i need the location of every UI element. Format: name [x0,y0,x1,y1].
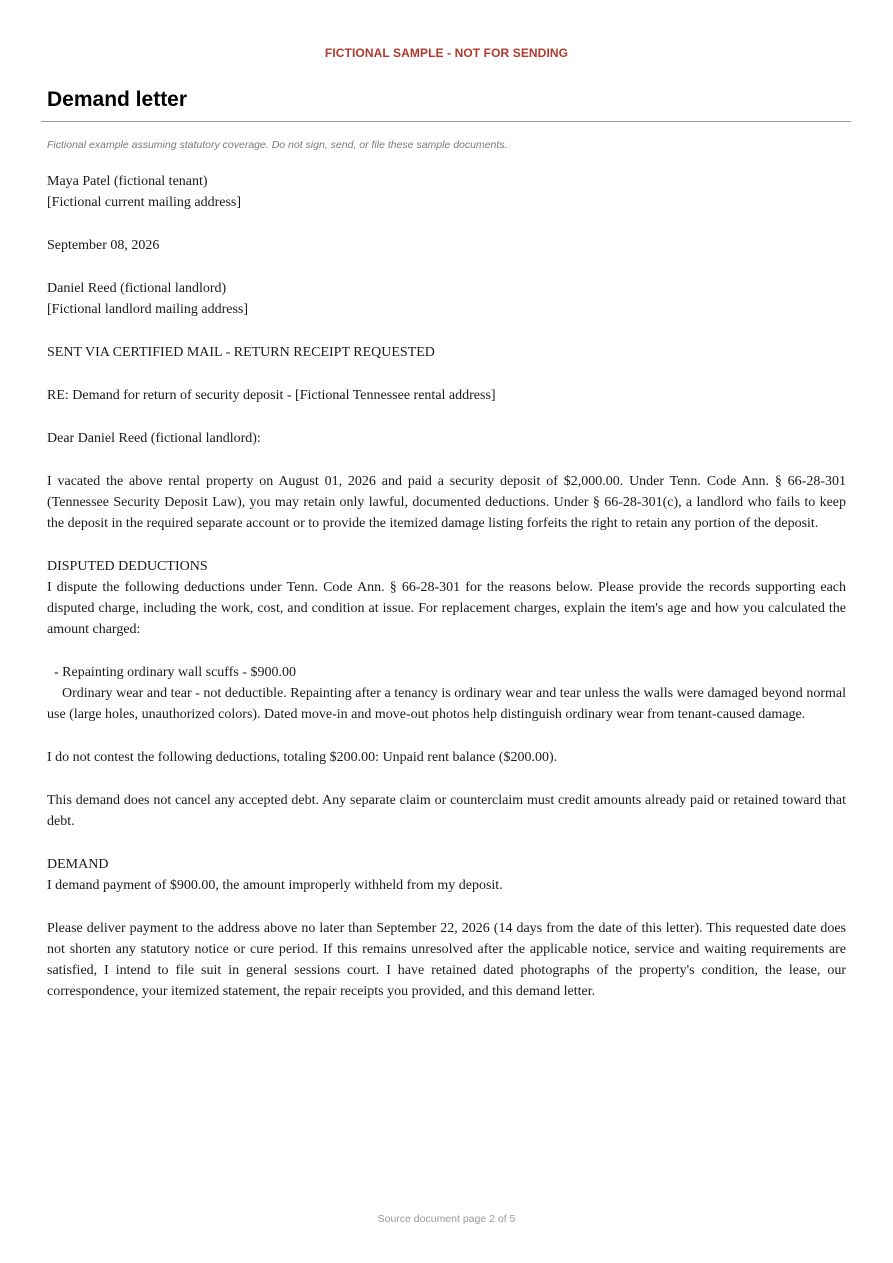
sender-address: [Fictional current mailing address] [47,195,241,210]
sender-name: Maya Patel (fictional tenant) [47,174,208,189]
intro-paragraph: I vacated the above rental property on August 01, 2026 and paid a security deposit of $2,000.00. Under Tenn. Code Ann. § 66-28-301 (Tennessee Security Deposit Law), you may retain only lawful, documented deductions. Under § 66-28-301(c), a landlord who fails to keep the deposit in the required separate account or to provide the itemized damage listing forfeits the right to retain any portion of the deposit. [47,474,846,531]
recipient-block [47,278,846,320]
recipient-address: [Fictional landlord mailing address] [47,302,249,317]
page-footer: Source document page 2 of 5 [377,1213,516,1225]
sample-banner: FICTIONAL SAMPLE - NOT FOR SENDING [324,46,569,60]
closing-paragraph: Please deliver payment to the address above no later than September 22, 2026 (14 days from the date of this letter). This requested date does not shorten any statutory notice or cure period. If this remains unresolved after the applicable notice, service and waiting requirements are satisfied, I intend to file suit in general sessions court. I have retained dated photographs of the property's condition, the lease, our correspondence, your itemized statement, the repair receipts you provided, and this demand letter. [47,921,846,999]
salutation: Dear Daniel Reed (fictional landlord): [47,431,261,446]
demand-paragraph: I demand payment of $900.00, the amount improperly withheld from my deposit. [47,878,503,893]
uncontested-paragraph: I do not contest the following deductions, totaling $200.00: Unpaid rent balance ($200.00). [47,750,558,765]
sender-block [47,171,846,213]
letter-body [47,171,846,1024]
disputed-item [47,662,846,725]
disputed-paragraph: I dispute the following deductions under Tenn. Code Ann. § 66-28-301 for the reasons below. Please provide the records supporting each disputed charge, including the work, cost, and condition at issue. For replacement charges, explain the item's age and how you calculated the amount charged: [47,580,846,637]
disputed-item-reason: Ordinary wear and tear - not deductible. Repainting after a tenancy is ordinary wear and tear unless the walls were damaged beyond normal use (large holes, unauthorized colors). Dated move-in and move-out photos help distinguish ordinary wear from tenant-caused damage. [47,686,846,722]
disputed-heading: DISPUTED DEDUCTIONS [47,559,208,574]
page-title: Demand letter [47,88,188,111]
disclaimer-note: Fictional example assuming statutory coverage. Do not sign, send, or file these sample documents. [47,139,508,151]
credit-paragraph: This demand does not cancel any accepted debt. Any separate claim or counterclaim must credit amounts already paid or retained toward that debt. [47,793,846,829]
subject-line: RE: Demand for return of security deposit - [Fictional Tennessee rental address] [47,388,496,403]
delivery-method: SENT VIA CERTIFIED MAIL - RETURN RECEIPT REQUESTED [47,345,435,360]
letter-date: September 08, 2026 [47,238,160,253]
recipient-name: Daniel Reed (fictional landlord) [47,281,227,296]
demand-heading: DEMAND [47,857,109,872]
title-divider [41,121,851,122]
disputed-item-label: - Repainting ordinary wall scuffs - $900.00 [54,665,296,680]
